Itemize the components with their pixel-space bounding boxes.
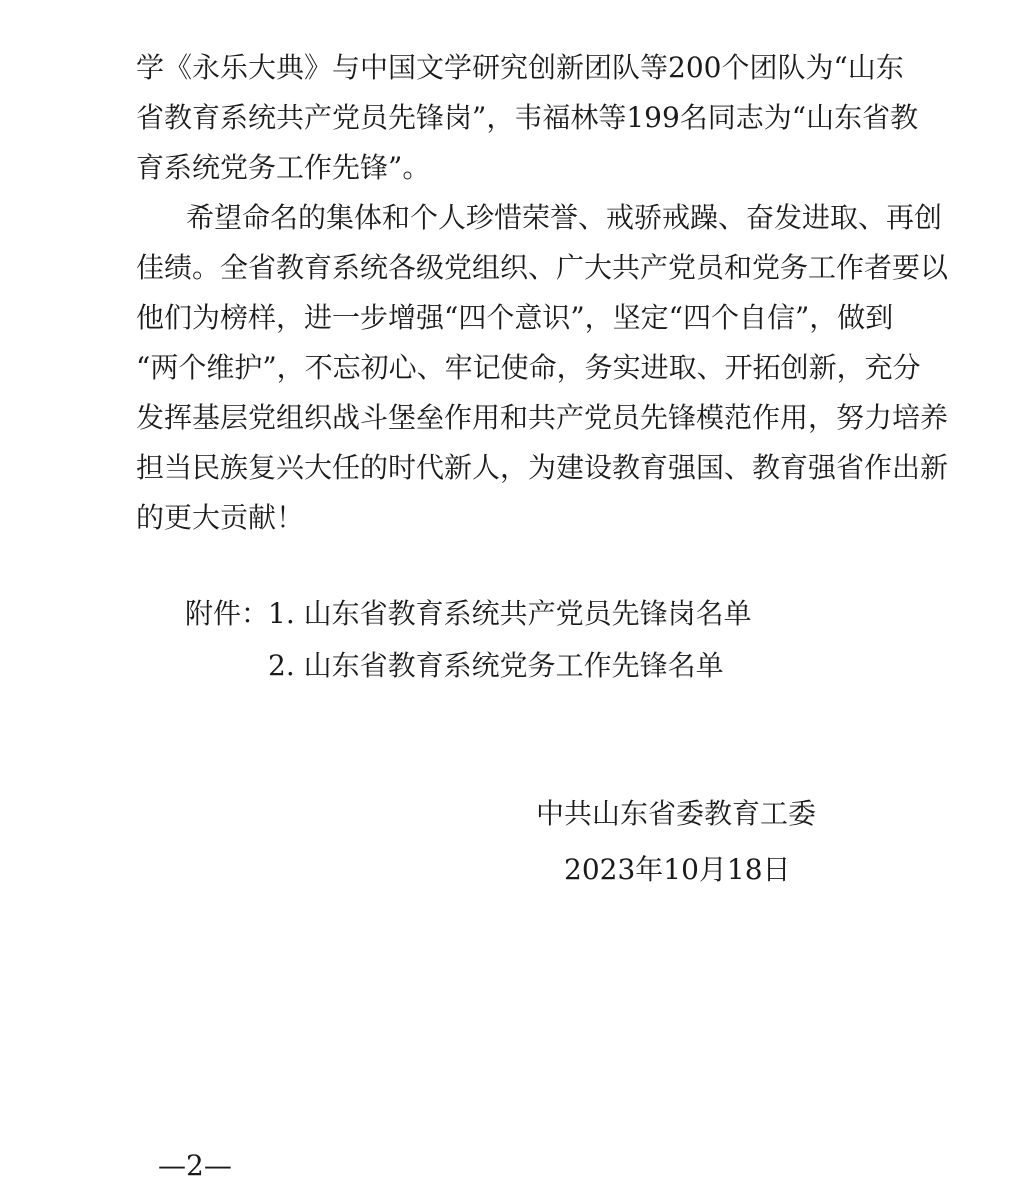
page-number: —2—	[158, 1149, 232, 1182]
body-line: 育系统党务工作先锋”。	[136, 151, 431, 184]
body-line: 省教育系统共产党员先锋岗”，韦福林等199名同志为“山东省教	[136, 101, 919, 134]
attachments-label: 附件：	[185, 597, 270, 630]
body-line: 佳绩。全省教育系统各级党组织、广大共产党员和党务工作者要以	[136, 251, 949, 284]
issue-date: 2023年10月18日	[564, 853, 791, 886]
issuer-name: 中共山东省委教育工委	[536, 797, 817, 830]
body-line: 的更大贡献！	[136, 501, 305, 534]
body-line: 担当民族复兴大任的时代新人，为建设教育强国、教育强省作出新	[136, 451, 949, 484]
attachment-item: 1. 山东省教育系统共产党员先锋岗名单	[268, 597, 752, 630]
body-line: 希望命名的集体和个人珍惜荣誉、戒骄戒躁、奋发进取、再创	[186, 201, 943, 234]
body-line: “两个维护”，不忘初心、牢记使命，务实进取、开拓创新，充分	[136, 351, 921, 384]
body-line: 发挥基层党组织战斗堡垒作用和共产党员先锋模范作用，努力培养	[136, 401, 949, 434]
body-line: 他们为榜样，进一步增强“四个意识”，坚定“四个自信”，做到	[136, 301, 894, 334]
attachment-item: 2. 山东省教育系统党务工作先锋名单	[268, 649, 724, 682]
body-line: 学《永乐大典》与中国文学研究创新团队等200个团队为“山东	[136, 51, 904, 84]
